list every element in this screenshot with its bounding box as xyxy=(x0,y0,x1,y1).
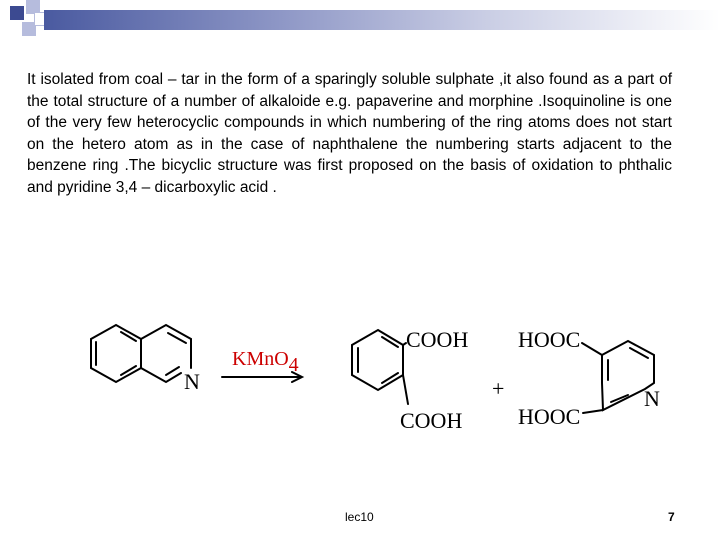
footer-page-number: 7 xyxy=(668,510,675,524)
reagent-subscript: 4 xyxy=(288,354,299,376)
isoquinoline-structure xyxy=(91,325,191,382)
reagent-main: KMnO xyxy=(232,348,289,370)
footer-lecture: lec10 xyxy=(345,510,374,524)
isoquinoline-nitrogen-label: N xyxy=(184,369,200,394)
pyridine-bottom-hooc: HOOC xyxy=(518,404,581,429)
reagent-label xyxy=(232,348,299,376)
plus-sign: + xyxy=(492,376,505,401)
pyridine-top-hooc: HOOC xyxy=(518,327,581,352)
phthalic-bottom-cooh: COOH xyxy=(400,408,463,433)
phthalic-acid-structure xyxy=(352,330,408,404)
phthalic-top-cooh: COOH xyxy=(406,327,469,352)
pyridine-nitrogen-label: N xyxy=(644,386,660,411)
body-paragraph: It isolated from coal – tar in the form of a sparingly soluble sulphate ,it also found as a part of the total structure of a number of alkaloide e.g. papaverine and morphine .Isoquinoline is one of the very few heterocyclic compounds in which numbering of the ring atoms does not start on the hetero atom as in the case of naphthalene the numbering starts adjacent to the benzene ring .The bicyclic structure was first proposed on the basis of oxidation to phthalic and pyridine 3,4 – dicarboxylic acid . xyxy=(27,71,672,196)
